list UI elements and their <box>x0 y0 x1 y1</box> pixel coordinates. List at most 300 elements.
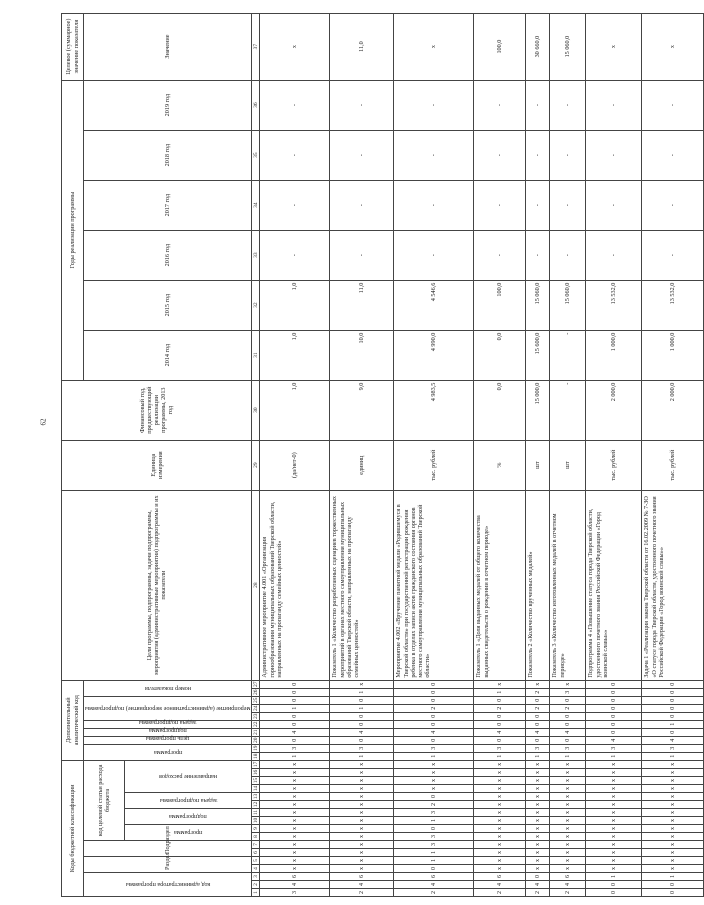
code-cell: 1 <box>260 752 330 760</box>
code-cell: 1 <box>260 704 330 712</box>
col-num: 26 <box>252 689 259 696</box>
col-num: 7 <box>252 841 260 849</box>
code-cell: 4 <box>526 728 550 736</box>
code-cell: х <box>642 825 704 833</box>
col-num: 10 <box>252 817 259 824</box>
code-cell: х <box>474 849 526 857</box>
code-cell: 1 <box>394 817 474 825</box>
code-cell: х <box>394 769 474 777</box>
fin-year-cell: 1,0 <box>260 380 330 440</box>
code-cell: 3 <box>330 744 394 752</box>
code-cell: х <box>586 865 642 873</box>
target-cell: х <box>642 13 704 80</box>
y2019-cell: - <box>330 80 394 130</box>
code-cell: 1 <box>642 873 704 881</box>
code-cell: 1 <box>330 752 394 760</box>
code-cell: х <box>260 760 330 768</box>
y2015-cell: 13 532,0 <box>586 280 642 330</box>
y2016-cell: - <box>330 230 394 280</box>
code-cell: х <box>474 841 526 849</box>
code-cell: 0 <box>394 688 474 696</box>
y2015-cell: 13 532,0 <box>642 280 704 330</box>
fin-year-cell: 15 000,0 <box>526 380 550 440</box>
code-cell: 0 <box>642 688 704 696</box>
y2014-cell: 1 000,0 <box>642 330 704 380</box>
col-num: 16 <box>252 769 259 776</box>
col-num: 30 <box>252 380 260 440</box>
code-cell: х <box>550 760 586 768</box>
code-cell: х <box>474 817 526 825</box>
y2017-cell: - <box>586 180 642 230</box>
col-num: 1 <box>252 889 260 897</box>
code-cell: х <box>330 857 394 865</box>
target-cell: х <box>394 13 474 80</box>
code-cell: х <box>586 817 642 825</box>
y2018-header: 2018 год <box>84 130 252 180</box>
code-cell: х <box>642 801 704 809</box>
y2019-cell: - <box>642 80 704 130</box>
code-cell: 3 <box>394 809 474 817</box>
code-cell: 0 <box>586 696 642 704</box>
code-cell: х <box>394 777 474 785</box>
code-cell: 2 <box>474 704 526 712</box>
program-admin-code-header: код администратора программы <box>125 881 210 889</box>
code-cell: х <box>526 680 550 688</box>
code-cell: х <box>474 865 526 873</box>
target-cell: 15 060,0 <box>550 13 586 80</box>
goal-text-cell: Показатель 2 «Количество врученных медалей» <box>526 490 550 680</box>
code-cell: 0 <box>394 696 474 704</box>
y2016-cell: - <box>642 230 704 280</box>
code-cell: х <box>330 760 394 768</box>
col-num: 9 <box>252 825 260 833</box>
col-num: 34 <box>252 180 260 230</box>
code-cell: 0 <box>474 736 526 744</box>
y2016-cell: - <box>586 230 642 280</box>
code-cell: х <box>586 841 642 849</box>
years-group-header: Годы реализации программы <box>62 80 84 380</box>
fin-year-header: Финансовый год, предшествующий реализации программы, 2013 год <box>62 380 252 440</box>
code-cell: 0 <box>550 712 586 720</box>
code-cell: 2 <box>526 704 550 712</box>
a-indicator-header: номер показателя <box>144 684 191 692</box>
col-num: 2 <box>252 881 260 889</box>
code-cell: х <box>586 825 642 833</box>
code-cell: х <box>586 849 642 857</box>
y2015-header: 2015 год <box>84 280 252 330</box>
goal-text-cell: Подпрограмма 4 «Повышение статуса города Тверской области, удостоенного почетного звания Российской Федерации «Город воинской славы»» <box>586 490 642 680</box>
code-cell: х <box>550 801 586 809</box>
unit-header: Единица измерения <box>62 440 252 490</box>
col-num: 22 <box>252 721 259 728</box>
code-cell: 0 <box>260 688 330 696</box>
code-cell: х <box>526 841 550 849</box>
col-num: 20 <box>252 737 259 744</box>
code-cell: х <box>550 809 586 817</box>
code-cell: х <box>260 865 330 873</box>
code-cell: 0 <box>260 696 330 704</box>
code-cell: 1 <box>586 752 642 760</box>
code-cell: 0 <box>394 865 474 873</box>
y2017-cell: - <box>550 180 586 230</box>
col-num: 19 <box>252 745 259 752</box>
code-cell: х <box>474 777 526 785</box>
y2018-cell: - <box>330 130 394 180</box>
expense-direction-header: направление расходов <box>159 772 218 780</box>
code-cell: х <box>550 849 586 857</box>
code-cell: х <box>642 817 704 825</box>
y2014-cell: 4 990,0 <box>394 330 474 380</box>
col-num: 15 <box>252 777 259 784</box>
code-cell: 3 <box>394 744 474 752</box>
code-cell: 0 <box>526 873 550 881</box>
a-goal-header: цель программы <box>146 734 190 742</box>
y2015-cell: 11,0 <box>330 280 394 330</box>
code-cell: 4 <box>394 728 474 736</box>
code-cell: х <box>526 793 550 801</box>
code-cell: 2 <box>330 889 394 897</box>
code-cell: х <box>260 817 330 825</box>
y2018-cell: - <box>260 130 330 180</box>
code-cell: х <box>330 777 394 785</box>
code-cell: 0 <box>642 712 704 720</box>
code-cell: х <box>550 857 586 865</box>
unit-cell: шт <box>526 440 550 490</box>
code-cell: 0 <box>260 720 330 728</box>
code-cell: х <box>330 833 394 841</box>
code-cell: х <box>330 793 394 801</box>
code-cell: х <box>642 809 704 817</box>
y2017-header: 2017 год <box>84 180 252 230</box>
code-cell: х <box>474 801 526 809</box>
table-row <box>642 13 704 896</box>
code-cell: 0 <box>586 728 642 736</box>
code-cell: 1 <box>526 752 550 760</box>
code-cell: 4 <box>586 736 642 744</box>
code-cell: 0 <box>526 696 550 704</box>
code-cell: х <box>260 801 330 809</box>
table-row <box>474 13 526 896</box>
code-cell: 1 <box>330 688 394 696</box>
code-cell: 1 <box>394 849 474 857</box>
program-direction-header: задача подпрограммы <box>159 797 218 805</box>
y2018-cell: - <box>586 130 642 180</box>
col-num: 35 <box>252 130 260 180</box>
code-cell: 0 <box>586 720 642 728</box>
code-cell: х <box>586 785 642 793</box>
code-cell: 0 <box>550 696 586 704</box>
goal-text-cell: Показатель 1 «Доля выданных медалей от общего количества выданных свидетельств о рождении в отчетном периоде» <box>474 490 526 680</box>
code-cell: 1 <box>642 720 704 728</box>
code-cell: 4 <box>474 881 526 889</box>
y2017-cell: - <box>260 180 330 230</box>
code-cell: 1 <box>330 704 394 712</box>
fin-year-cell: 4 983,5 <box>394 380 474 440</box>
code-cell: 6 <box>330 873 394 881</box>
y2019-cell: - <box>474 80 526 130</box>
code-cell: х <box>330 785 394 793</box>
col-num: 31 <box>252 330 260 380</box>
col-num: 13 <box>252 793 259 800</box>
fin-year-cell: 2 000,0 <box>586 380 642 440</box>
col-num: 18 <box>252 753 259 760</box>
code-cell: 4 <box>550 728 586 736</box>
fin-year-cell: 9,0 <box>330 380 394 440</box>
code-cell: 0 <box>394 712 474 720</box>
code-cell: х <box>260 833 330 841</box>
code-cell: х <box>586 857 642 865</box>
code-cell: х <box>526 809 550 817</box>
y2019-cell: - <box>586 80 642 130</box>
value-header: Значение <box>84 13 252 80</box>
target-cell: х <box>586 13 642 80</box>
y2017-cell: - <box>642 180 704 230</box>
code-cell: 4 <box>394 881 474 889</box>
code-cell: 1 <box>394 752 474 760</box>
col-num: 4 <box>252 865 260 873</box>
page-number: 62 <box>39 418 48 426</box>
unit-cell: единиц <box>330 440 394 490</box>
code-cell: 0 <box>550 720 586 728</box>
table-row <box>260 13 330 896</box>
unit-cell: тыс. рублей <box>586 440 642 490</box>
code-cell: х <box>550 793 586 801</box>
code-cell: х <box>526 825 550 833</box>
code-cell: х <box>586 833 642 841</box>
table-row <box>586 13 642 896</box>
y2015-cell: 100,0 <box>474 280 526 330</box>
y2016-cell: - <box>526 230 550 280</box>
code-cell: 3 <box>260 889 330 897</box>
a-task-header: задача подпрограммы <box>138 718 197 726</box>
code-cell: 3 <box>550 744 586 752</box>
code-cell: 0 <box>260 736 330 744</box>
code-cell: х <box>550 785 586 793</box>
y2019-cell: - <box>394 80 474 130</box>
code-cell: х <box>474 769 526 777</box>
code-cell: х <box>330 825 394 833</box>
code-cell: х <box>474 857 526 865</box>
code-cell: 4 <box>260 728 330 736</box>
y2017-cell: - <box>330 180 394 230</box>
code-cell: 3 <box>550 688 586 696</box>
code-cell: х <box>642 760 704 768</box>
code-cell: 0 <box>330 720 394 728</box>
code-cell: 2 <box>526 688 550 696</box>
table-row <box>394 13 474 896</box>
code-cell: 3 <box>586 744 642 752</box>
code-cell: 0 <box>586 704 642 712</box>
y2014-cell: - <box>550 330 586 380</box>
code-cell: х <box>474 833 526 841</box>
col-num: 23 <box>252 713 259 720</box>
col-num: 29 <box>252 440 260 490</box>
code-cell: 3 <box>474 744 526 752</box>
unit-cell: тыс. рублей <box>642 440 704 490</box>
code-cell: х <box>550 769 586 777</box>
code-cell: 6 <box>260 873 330 881</box>
goal-text-cell: Административное мероприятие 4.001 «Организация горнообразования муниципальных образований Тверской области, направленных на пропаганду семейных ценностей» <box>260 490 330 680</box>
rotated-sheet <box>61 18 677 897</box>
fin-year-cell: 2 000,0 <box>642 380 704 440</box>
code-cell: х <box>474 680 526 688</box>
code-cell: х <box>526 833 550 841</box>
code-cell: х <box>474 760 526 768</box>
code-cell: 0 <box>586 889 642 897</box>
code-cell: х <box>260 769 330 777</box>
code-cell: 4 <box>260 881 330 889</box>
y2017-cell: - <box>394 180 474 230</box>
code-cell: х <box>586 760 642 768</box>
y2014-cell: 0,0 <box>474 330 526 380</box>
code-cell: 0 <box>474 712 526 720</box>
code-cell: 2 <box>474 889 526 897</box>
code-cell: х <box>260 809 330 817</box>
code-cell: 0 <box>550 736 586 744</box>
code-cell: 0 <box>526 720 550 728</box>
a-program-header: программа <box>153 748 182 756</box>
col-num: 27 <box>252 681 259 687</box>
analytic-code-header: Дополнительный аналитический код <box>62 680 84 760</box>
code-cell: х <box>526 817 550 825</box>
code-cell: 0 <box>394 793 474 801</box>
code-cell: 0 <box>394 720 474 728</box>
col-num: 5 <box>252 857 260 865</box>
code-cell: х <box>642 793 704 801</box>
unit-cell: шт <box>550 440 586 490</box>
code-cell: 2 <box>550 704 586 712</box>
code-cell: 4 <box>474 728 526 736</box>
code-cell: х <box>330 680 394 688</box>
y2016-cell: - <box>474 230 526 280</box>
code-cell: 3 <box>260 744 330 752</box>
code-cell: 1 <box>474 688 526 696</box>
y2015-cell: 4 546,6 <box>394 280 474 330</box>
col-num: 8 <box>252 833 260 841</box>
y2014-cell: 1 000,0 <box>586 330 642 380</box>
code-cell: х <box>260 777 330 785</box>
code-cell: х <box>526 769 550 777</box>
col-num: 14 <box>252 785 259 792</box>
y2018-cell: - <box>550 130 586 180</box>
y2015-cell: 15 060,0 <box>550 280 586 330</box>
col-num: 32 <box>252 280 260 330</box>
code-cell: 0 <box>586 881 642 889</box>
expense-code-header: код целевой статьи расхода бюджета <box>84 760 125 840</box>
code-cell: х <box>330 769 394 777</box>
code-cell: 3 <box>394 833 474 841</box>
target-cell: х <box>260 13 330 80</box>
y2016-cell: - <box>550 230 586 280</box>
code-cell: 4 <box>550 881 586 889</box>
code-cell: 4 <box>330 881 394 889</box>
code-cell: х <box>586 793 642 801</box>
code-cell: х <box>394 760 474 768</box>
code-cell: 6 <box>394 873 474 881</box>
code-cell: 3 <box>394 841 474 849</box>
code-cell: 3 <box>642 744 704 752</box>
code-cell: х <box>550 825 586 833</box>
col-num: 25 <box>252 697 259 704</box>
unit-cell: % <box>474 440 526 490</box>
code-cell: х <box>260 785 330 793</box>
code-cell: 0 <box>330 736 394 744</box>
target-cell: 100,0 <box>474 13 526 80</box>
code-cell: 0 <box>526 712 550 720</box>
code-cell: х <box>260 793 330 801</box>
fin-year-cell: - <box>550 380 586 440</box>
y2017-cell: - <box>474 180 526 230</box>
y2014-cell: 1,0 <box>260 330 330 380</box>
section-header: Раздел <box>84 857 252 873</box>
col-num: 37 <box>252 13 260 80</box>
code-cell: 2 <box>526 889 550 897</box>
col-num: 24 <box>252 705 259 712</box>
code-cell: х <box>642 777 704 785</box>
code-cell: 0 <box>586 688 642 696</box>
table-body <box>260 13 704 896</box>
budget-codes-header: Коды бюджетной классификации <box>62 760 84 896</box>
col-num: 36 <box>252 80 260 130</box>
code-cell: 0 <box>330 696 394 704</box>
code-cell: х <box>550 777 586 785</box>
col-num: 21 <box>252 729 259 736</box>
target-header: Целевое (суммарное) значение показателя <box>62 13 84 80</box>
y2016-cell: - <box>394 230 474 280</box>
code-cell: х <box>260 841 330 849</box>
code-cell: х <box>526 760 550 768</box>
y2018-cell: - <box>394 130 474 180</box>
col-num: 17 <box>252 761 259 768</box>
code-cell: х <box>642 833 704 841</box>
code-cell: 0 <box>642 728 704 736</box>
y2014-header: 2014 год <box>84 330 252 380</box>
code-cell: х <box>474 793 526 801</box>
code-cell: 0 <box>642 696 704 704</box>
code-cell: х <box>550 833 586 841</box>
col-num: 3 <box>252 873 260 881</box>
code-cell: 1 <box>550 752 586 760</box>
subsection-header: Подраздел <box>84 841 252 857</box>
unit-cell: тыс. рублей <box>394 440 474 490</box>
code-cell: х <box>330 865 394 873</box>
code-cell: х <box>394 785 474 793</box>
code-cell: х <box>586 809 642 817</box>
code-cell: 6 <box>474 873 526 881</box>
table-row <box>526 13 550 896</box>
code-cell: 2 <box>394 801 474 809</box>
code-cell: 0 <box>260 680 330 688</box>
code-cell: х <box>526 785 550 793</box>
y2018-cell: - <box>642 130 704 180</box>
table-row <box>550 13 586 896</box>
code-cell: 4 <box>526 881 550 889</box>
column-number-row <box>252 13 260 896</box>
target-cell: 30 660,0 <box>526 13 550 80</box>
code-cell: 2 <box>550 889 586 897</box>
y2019-cell: - <box>260 80 330 130</box>
code-cell: 0 <box>642 881 704 889</box>
code-cell: 0 <box>394 825 474 833</box>
code-cell: х <box>526 801 550 809</box>
code-cell: х <box>260 825 330 833</box>
code-cell: х <box>330 801 394 809</box>
col-num: 33 <box>252 230 260 280</box>
code-cell: 0 <box>474 720 526 728</box>
code-cell: 0 <box>586 712 642 720</box>
code-cell: 0 <box>526 736 550 744</box>
table-row <box>330 13 394 896</box>
